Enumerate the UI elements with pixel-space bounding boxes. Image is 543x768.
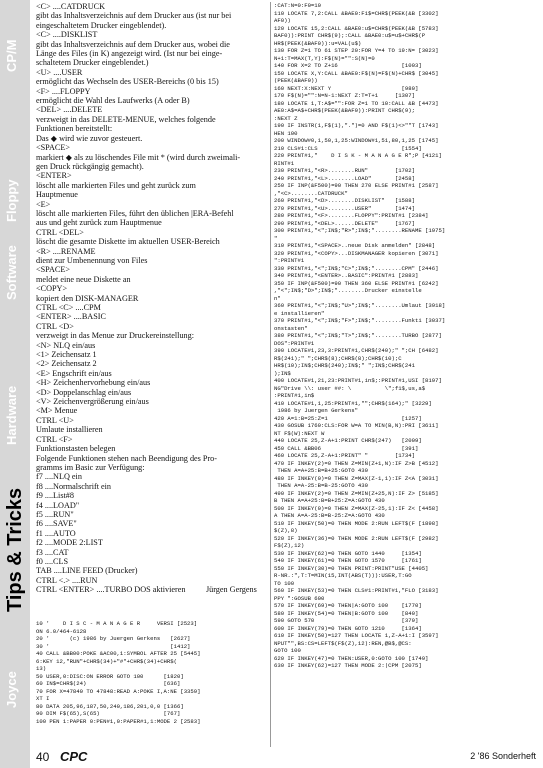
code-line: 90 DIM F$(65),S(65) [767] (36, 710, 181, 717)
code-line: NPUT"",BS:CS=LEFT$(F$(Z),12):REN,@B$,@CS: (274, 639, 412, 647)
code-line: NG"Drive \\: user ##: \ \";f1$,us,a$ (274, 384, 426, 392)
text-line: <E> (36, 199, 51, 209)
code-line: ,"<";IN$;"D>";IN$;"........Drucker einstelle (274, 287, 422, 294)
text-line: CTRL <ENTER> ....TURBO DOS aktivieren Jürgen Gergens (36, 585, 257, 595)
code-line: 500 IF INKEY(0)=0 THEN Z=MAX(Z-25,1):IF Z< [4458] (274, 504, 439, 512)
text-line: <DEL> ....DELETE (36, 105, 103, 115)
code-line: 590 GOTO 570 [379] (274, 617, 419, 624)
text-line: Funktionstasten belegen (36, 444, 116, 454)
code-line: A THEN A=A-25:B=B-25:Z=A:GOTO 430 (274, 512, 385, 519)
text-line: CTRL <.> ....RUN (36, 575, 98, 585)
code-line: ,"<C>........CATDRUCK" (274, 189, 348, 197)
code-line: 370 PRINT#1,"<";IN$;"F>";IN$;"........Funkti [3037] (274, 317, 446, 324)
text-line: f5 ....RUN" (36, 509, 74, 519)
text-line: <1> Zeichensatz 1 (36, 350, 97, 360)
text-line: schaltetem Drucker eingeblendet.) (36, 58, 149, 68)
code-line: B THEN A=A+25:B=B+25:Z=A:GOTO 430 (274, 497, 385, 504)
text-line: löscht die gesamte Diskette im aktuellen USER-Bereich (36, 237, 220, 247)
text-line: dient zur Umbenennung von Files (36, 255, 148, 265)
code-line: RINT#1 (274, 159, 295, 167)
text-line: <COPY> (36, 284, 68, 294)
code-line: 240 PRINT#1,"<L>........LOAD" [2458] (274, 174, 415, 182)
code-line: e installieren" (274, 309, 325, 317)
sidebar-label-joyce: Joyce (4, 671, 19, 708)
text-line: verzweigt in das Menue zur Druckereinstellung: (36, 331, 195, 341)
code-line: THEN A=A+25:B=B+25:GOTO 430 (274, 467, 368, 474)
text-line: ermöglicht die Wahl des Laufwerks (A oder B) (36, 96, 190, 106)
code-line: 560 IF INKEY(53)=0 THEN CLS#1:PRINT#1,"FLO [3183] (274, 587, 439, 594)
code-line: 610 IF INKEY(50)=127 THEN LOCATE 1,Z-A+1:I [3597] (274, 632, 439, 639)
code-line: 1986 by Juergen Gerkens" (274, 407, 358, 414)
text-line: <U> ....USER (36, 67, 83, 77)
code-line: 420 A=1:B=25:Z=1 [1257] (274, 414, 422, 422)
code-line: 410 LOCATE#1,1,25:PRINT#1,"";CHR$(164);" [3229] (274, 399, 432, 407)
text-line: CTRL <U> (36, 415, 74, 425)
text-line: <N> NLQ ein/aus (36, 340, 96, 350)
text-line: <E> Engschrift ein/aus (36, 368, 112, 378)
code-line: 200 WINDOW#0,1,50,1,25:WINDOW#1,51,80,1,25 [1745] (274, 137, 439, 144)
text-line: <H> Zeichenhervorhebung ein/aus (36, 378, 151, 388)
text-line: löscht alle markierten Files und geht zurück zum (36, 180, 196, 190)
code-line: 400 LOCATE#1,21,23:PRINT#1,in$;:PRINT#1,USI [8197] (274, 377, 442, 384)
text-line: CTRL <D> (36, 321, 74, 331)
text-line: gen Druck rückgängig gemacht). (36, 161, 144, 171)
code-line: 540 IF INKEY(61)=0 THEN GOTO 1570 [1761] (274, 557, 422, 564)
code-line: R-NR.:",T:T=MIN(15,INT(ABS(T))):USER,T:GO (274, 572, 412, 579)
code-line: 80 DATA 205,96,187,50,240,186,201,0,0 [1366] (36, 702, 184, 710)
code-line: R$(241);" ";CHR$(8);CHR$(8);CHR$(10);C (274, 354, 402, 362)
text-line: Länge des Files (in K) angezeigt wird. (Ist nur bei einge- (36, 49, 223, 59)
text-line: f4 ....LOAD" (36, 500, 80, 510)
code-line: 310 PRINT#1,"<SPACE>..neue Disk anmelden" [2848] (274, 242, 436, 249)
basic-listing-right (274, 2, 536, 670)
sidebar-label-software: Software (4, 245, 19, 300)
code-line: $(Z),8) (274, 527, 298, 534)
sidebar-label-floppy: Floppy (4, 179, 19, 222)
text-line: <ENTER> ....BASIC (36, 312, 106, 322)
code-line: HR$(10);IN$;CHR$(240);IN$;" ";IN$;CHR$(241 (274, 362, 415, 369)
text-line: löscht alle markierten Files, führt den üblichen |ERA-Befehl (36, 208, 234, 218)
text-line: gibt das Inhaltsverzeichnis auf dem Drucker aus, wobei die (36, 39, 230, 49)
code-line: 430 GOSUB 1760:CLS:FOR W=A TO MIN(B,N):PRI [3611] (274, 422, 439, 429)
text-line: CTRL <DEL> (36, 227, 84, 237)
page-footer (36, 750, 536, 766)
text-line: <R> ....RENAME (36, 246, 96, 256)
text-line: f3 ....CAT (36, 547, 69, 557)
code-line: HEN 100 (274, 129, 298, 137)
text-line: gramms im Basic zur Verfügung: (36, 462, 145, 472)
code-line: 110 LOCATE 7,2:CALL &BAE0:F1$=CHR$(PEEK(&B [3302] (274, 9, 439, 17)
code-line: 120 LOCATE 15,2:CALL &BAE0:u$=CHR$(PEEK(&B [5783] (274, 24, 439, 32)
code-line: 140 FOR X=2 TO Z+16 [1003] (274, 62, 422, 69)
text-line: Hauptmenue (36, 190, 78, 200)
text-line: f2 ....MODE 2:LIST (36, 538, 103, 548)
code-line: 530 IF INKEY(62)=0 THEN GOTO 1440 [1354] (274, 549, 422, 557)
sidebar-label-hardware: Hardware (4, 385, 19, 445)
text-line: <C> ....CATDRUCK (36, 2, 106, 11)
code-line: 6:KEY 12,"RUN"+CHR$(34)+"#"+CHR$(34)+CHR$( (36, 657, 177, 665)
code-line: 570 IF INKEY(69)=0 THEN|A:GOTO 100 [1770] (274, 602, 422, 609)
code-line: ":PRINT#1 (274, 257, 305, 264)
text-line: Folgende Funktionen stehen nach Beendigung des Pro- (36, 453, 218, 463)
code-line: 250 IF INP(&F500)=90 THEN 270 ELSE PRINT#1 [2587] (274, 182, 439, 189)
code-line: 330 PRINT#1,"<";IN$;"C>";IN$;"........CPM" [2446] (274, 264, 439, 272)
text-line: ermöglicht das Wechseln des USER-Bereichs (0 bis 15) (36, 77, 219, 87)
text-line: f7 ....NLQ ein (36, 472, 82, 482)
code-line: 520 IF INKEY(36)=0 THEN MODE 2:RUN LEFT$(F [2982] (274, 534, 439, 542)
text-line: kopiert den DISK-MANAGER (36, 293, 139, 303)
code-line: BAF0)):PRINT CHR$(9);:CALL &BAE0:u$=u$+CHR$(P (274, 32, 426, 39)
code-line: 180 LOCATE 1,T:A$="":FOR Z=1 TO 10:CALL &B [4473] (274, 99, 439, 107)
code-line: 490 IF INKEY(2)=0 THEN Z=MIN(Z+25,N):IF Z> [5185] (274, 489, 439, 497)
code-line: 390 LOCATE#1,23,3:PRINT#1,CHR$(240);" ";CH [6482] (274, 347, 439, 354)
code-line: 40 CALL &BB00:POKE &AC00,1:SYMBOL AFTER 25 [5445] (36, 650, 201, 657)
code-line: 210 CLS#1:CLS [1554] (274, 144, 422, 152)
code-line: ON 6.0/464-6128 (36, 627, 87, 635)
text-line: eingeschaltetem Drucker eingeblendet). (36, 20, 167, 30)
page-number: 40 (36, 750, 50, 764)
code-line: F$(Z),12) (274, 542, 305, 549)
text-line: aus und geht zurück zum Hauptmenue (36, 218, 162, 228)
text-line: <M> Menue (36, 406, 78, 416)
code-line: 300 PRINT#1,"<";IN$;"R>";IN$;"........RENAME [1975] (274, 227, 446, 234)
instructions-text (36, 2, 268, 595)
text-line: f1 ....AUTO (36, 528, 76, 538)
text-line: f0 ....CLS (36, 556, 69, 566)
code-line: 470 IF INKEY(2)=0 THEN Z=MIN(Z+1,N):IF Z>B [4512] (274, 459, 439, 467)
basic-listing-left (36, 620, 268, 725)
text-line: TAB ....LINE FEED (Drucker) (36, 566, 138, 576)
column-divider (270, 2, 271, 747)
code-line: 580 IF INKEY(54)=0 THEN|B:GOTO 100 [840] (274, 609, 419, 617)
text-line: Umlaute installieren (36, 425, 103, 435)
code-line: PPY ":GOSUB 600 (274, 594, 325, 602)
code-line: 160 NEXT:X:NEXT Y [980] (274, 84, 419, 92)
code-line: 30 ' [1412] (36, 642, 191, 650)
text-line: meldet eine neue Diskette an (36, 274, 131, 284)
code-line: 550 IF INKEY(30)=0 THEN PRINT:PRINT"USE [4405] (274, 564, 429, 572)
code-line: (PEEK(&BAF0)) (274, 77, 318, 84)
code-line: n" (274, 294, 281, 302)
text-line: <C> ....DISKLIST (36, 30, 98, 40)
code-line: 170 F$(N)="":N=N-1:NEXT Z:T=T+1 [1307] (274, 92, 415, 99)
code-line: 70 FOR X=47840 TO 47848:READ A:POKE I,A:NE [3359] (36, 687, 201, 695)
text-line: CTRL <C> ....CPM (36, 303, 101, 312)
code-line: 440 LOCATE 25,Z-A+1:PRINT CHR$(247) [2009] (274, 437, 422, 444)
sidebar-label-tips: Tips & Tricks (4, 487, 26, 612)
code-line: 50 USER,0:DISC:ON ERROR GOTO 100 [1820] (36, 672, 184, 680)
code-line: 60 IN$=CHR$(24) [636] (36, 680, 181, 687)
code-line: AF0)) (274, 17, 291, 24)
code-line: 620 IF INKEY(47)=0 THEN:USER,0:GOTO 100 [1749] (274, 654, 429, 662)
code-line: :PRINT#1,in$ (274, 392, 315, 399)
text-line: <V> Zeichenvergrößerung ein/aus (36, 397, 149, 407)
text-line: <2> Zeichensatz 2 (36, 359, 97, 369)
code-line: GOTO 100 (274, 647, 301, 654)
code-line: 13) (36, 665, 47, 672)
text-line: f9 ....List#8 (36, 491, 74, 501)
issue-label: 2 '86 Sonderheft (470, 751, 536, 761)
code-line: XT I (36, 695, 50, 702)
code-line: 130 FOR Z=1 TO 61 STEP 20:FOR Y=4 TO 19:N= [3023] (274, 47, 439, 54)
code-line: 100 PEN 1:PAPER 0:PEN#1,0:PAPER#1,1:MODE 2 [2583] (36, 717, 201, 725)
code-line: onstasten" (274, 324, 308, 332)
code-line: 600 IF INKEY(79)=0 THEN GOTO 1210 [1364] (274, 624, 422, 632)
code-line: 190 IF INSTR(1,F$(1),".")=0 AND F$(1)<>""T [1743] (274, 122, 439, 129)
text-line: gibt das Inhaltsverzeichnis auf dem Drucker aus (ist nur bei (36, 11, 232, 21)
code-line: AE0:A$=A$+CHR$(PEEK(&BAF0)):PRINT CHR$(9); (274, 107, 415, 114)
text-line: <ENTER> (36, 171, 72, 181)
code-line: 630 IF INKEY(62)=127 THEN MODE 2:|CPM [2075] (274, 662, 422, 669)
code-line: " (274, 234, 278, 242)
code-line: 510 IF INKEY(50)=0 THEN MODE 2:RUN LEFT$(F [1898] (274, 519, 439, 527)
code-line: TO 100 (274, 579, 295, 587)
code-line: N+1:T=MAX(T,Y):F$(N)="":S(N)=0 (274, 54, 375, 62)
code-line: 290 PRINT#1,"<DEL>......DELETE" [1767] (274, 219, 415, 227)
text-line: Das ◆ wird wie zuvor gesteuert. (36, 133, 143, 143)
text-line: f6 ....SAVE" (36, 519, 77, 529)
code-line: 480 IF INKEY(0)=0 THEN Z=MAX(Z-1,1):IF Z<A [3031] (274, 474, 439, 482)
code-line: :CAT:N=0:F0=10 (274, 2, 321, 9)
code-line: 450 CALL &BB06 [391] (274, 444, 419, 452)
section-sidebar (0, 0, 30, 768)
code-line: 360 PRINT#1,"<";IN$;"U>";IN$;"........Umlaut [3918] (274, 302, 446, 309)
code-line: 260 PRINT#1,"<D>........DISKLIST" [1588] (274, 197, 415, 204)
code-line: :NEXT Z (274, 114, 298, 122)
code-line: 280 PRINT#1,"<F>........FLOPPY":PRINT#1 [2384] (274, 212, 429, 219)
code-line: DOS":PRINT#1 (274, 339, 315, 347)
code-line: NT F$(W):NEXT W (274, 429, 325, 437)
code-line: 230 PRINT#1,"<R>........RUN" [1702] (274, 167, 415, 174)
code-line: 350 IF INP(&F500)=90 THEN 360 ELSE PRINT#1 [6242] (274, 279, 439, 287)
code-line: 150 LOCATE X,Y:CALL &BAE0:F$(N)=F$(N)+CHR$ [3045] (274, 69, 439, 77)
text-line: CTRL <F> (36, 434, 73, 444)
sidebar-label-cpm: CP/M (4, 39, 19, 72)
code-line: );IN$ (274, 369, 291, 377)
text-line: <SPACE> (36, 143, 70, 153)
text-line: <SPACE> (36, 265, 70, 275)
code-line: 10 ' D I S C - M A N A G E R VERSI [2523] (36, 620, 198, 627)
text-line: Funktionen bereitstellt: (36, 124, 113, 134)
text-line: f8 ....Normalschrift ein (36, 481, 112, 491)
code-line: 320 PRINT#1,"<COPY>...DISKMANAGER kopieren [3071] (274, 249, 439, 257)
code-line: 380 PRINT#1,"<";IN$;"T>";IN$;"........TURBO [2877] (274, 332, 442, 339)
code-line: 340 PRINT#1,"<ENTER>..BASIC":PRINT#1 [2883] (274, 272, 419, 279)
text-line: verzweigt in das DELETE-MENUE, welches folgende (36, 114, 216, 124)
text-line: <F> ....FLOPPY (36, 86, 91, 96)
code-line: 220 PRINT#1," D I S K - M A N A G E R";P [4121] (274, 152, 442, 159)
text-line: <D> Doppelanschlag ein/aus (36, 387, 132, 397)
text-line: markiert ◆ als zu löschendes File mit * (wird durch zweimali- (36, 152, 241, 162)
code-line: THEN A=A-25:B=B-25:GOTO 430 (274, 482, 368, 489)
magazine-logo: CPC (60, 749, 88, 764)
code-line: HR$(PEEK(&BAF0)):u=VAL(u$) (274, 39, 362, 47)
code-line: 20 ' (c) 1986 by Juergen Gerkens [2627] (36, 635, 191, 642)
code-line: 270 PRINT#1,"<U>........USER" [1474] (274, 204, 415, 212)
code-line: 460 LOCATE 25,Z-A+1:PRINT" " [1734] (274, 452, 415, 459)
